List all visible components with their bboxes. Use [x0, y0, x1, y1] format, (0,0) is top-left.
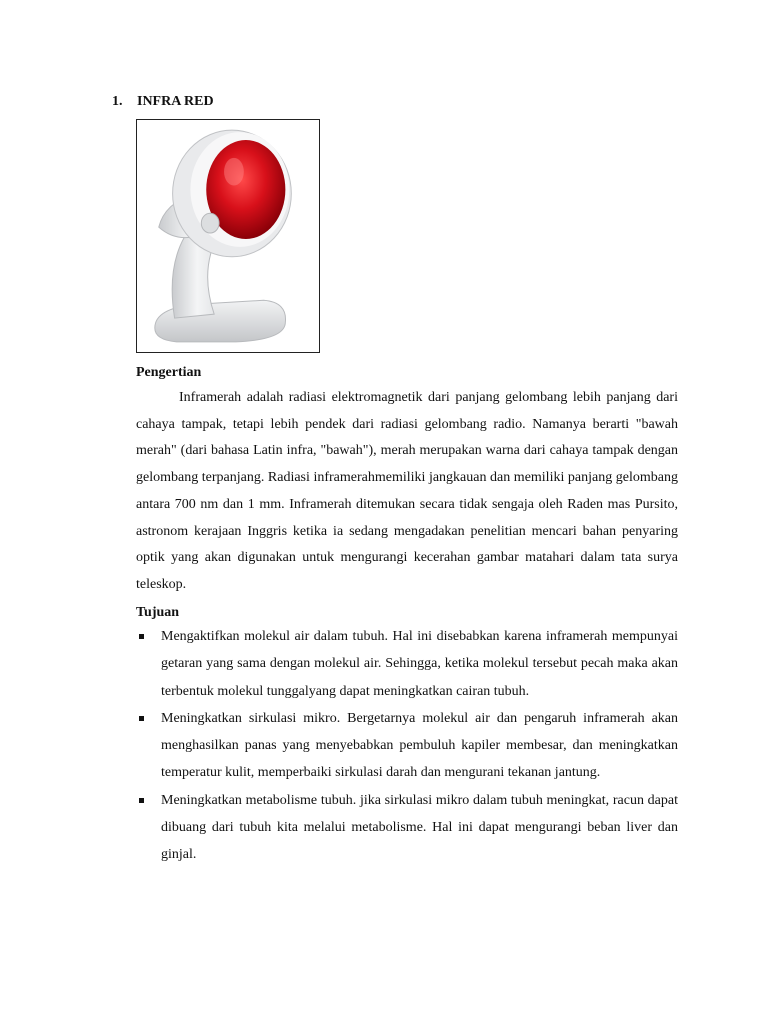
section-number: 1.	[112, 94, 123, 109]
bullet-square-icon	[139, 716, 144, 721]
infrared-lamp-figure	[136, 119, 320, 353]
tujuan-heading: Tujuan	[136, 605, 180, 620]
pengertian-heading: Pengertian	[136, 365, 202, 380]
list-item-text: Meningkatkan metabolisme tubuh. jika sirkulasi mikro dalam tubuh meningkat, racun dapat dibuang dari tubuh kita melalui metabolisme. Hal ini dapat mengurangi beban liver dan ginjal.	[161, 792, 678, 863]
list-item	[136, 623, 678, 705]
pengertian-paragraph: Inframerah adalah radiasi elektromagnetik dari panjang gelombang lebih panjang dari cahaya tampak, tetapi lebih pendek dari radiasi gelombang radio. Namanya berarti "bawah merah" (dari bahasa Latin infra, "bawah"), merah merupakan warna dari cahaya tampak dengan gelombang terpanjang. Radiasi inframerahmemiliki jangkauan dan memiliki panjang gelombang antara 700 nm dan 1 mm. Inframerah ditemukan secara tidak sengaja oleh Raden mas Pursito, astronom kerajaan Inggris ketika ia sedang mengadakan penelitian mencari bahan penyaring optik yang akan digunakan untuk mengurangi kecerahan gambar matahari dalam tata surya teleskop.	[136, 390, 678, 592]
tujuan-list	[136, 623, 678, 869]
bullet-square-icon	[139, 798, 144, 803]
list-item	[136, 787, 678, 869]
list-item-text: Mengaktifkan molekul air dalam tubuh. Hal ini disebabkan karena inframerah mempunyai getaran yang sama dengan molekul air. Sehingga, ketika molekul tersebut pecah maka akan terbentuk molekul tunggalyang dapat meningkatkan cairan tubuh.	[161, 629, 678, 699]
bullet-square-icon	[139, 634, 144, 639]
list-item-text: Meningkatkan sirkulasi mikro. Bergetarnya molekul air dan pengaruh inframerah akan menghasilkan panas yang menyebabkan pembuluh kapiler membesar, dan meningkatkan temperatur kulit, memperbaiki sirkulasi darah dan mengurani tekanan jantung.	[161, 710, 678, 781]
infrared-lamp-image	[137, 120, 319, 352]
section-heading	[112, 92, 214, 112]
list-item	[136, 705, 678, 787]
section-title: INFRA RED	[137, 94, 214, 109]
